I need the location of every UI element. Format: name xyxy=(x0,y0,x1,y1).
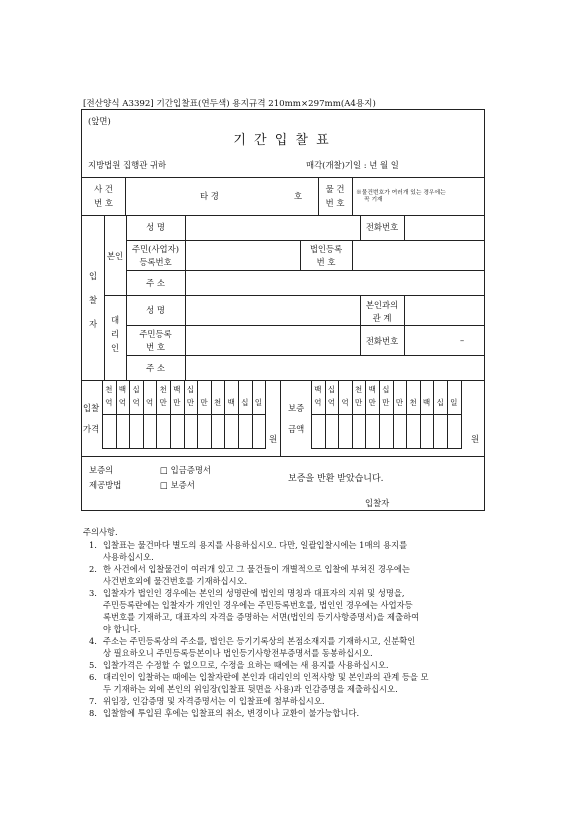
deposit-digit-label: 천 xyxy=(409,398,417,407)
deposit-method-options[interactable] xyxy=(160,463,211,493)
price-digit-box[interactable] xyxy=(252,414,267,449)
deposit-digit-box[interactable] xyxy=(352,414,367,449)
corp-reg-label: 법인등록 번 호 xyxy=(309,244,343,267)
court-addressee: 지방법원 집행관 귀하 xyxy=(88,160,167,170)
notes-heading: 주의사항. xyxy=(83,527,118,537)
deposit-digit-label: 천 xyxy=(354,385,363,394)
price-digit-label: 만 xyxy=(186,398,195,407)
item-number-note: ※물건번호가 여러개 있는 경우에는 꼭 기재 xyxy=(356,190,446,203)
option-deposit-certificate[interactable]: □ 입금증명서 xyxy=(160,465,212,475)
price-digit-label: 억 xyxy=(105,398,113,407)
price-digit-box[interactable] xyxy=(184,414,199,449)
price-digit-label: 억 xyxy=(145,398,154,407)
deposit-digit-label: 억 xyxy=(327,398,336,407)
price-digit-box[interactable] xyxy=(238,414,253,449)
price-digit-label: 백 xyxy=(118,385,127,394)
sale-date: 매각(개찰)기일 : 년 월 일 xyxy=(306,160,399,170)
price-digit-label: 천 xyxy=(159,385,167,394)
note-item: 2. 한 사건에서 입찰물건이 여러개 있고 그 물건들이 개별적으로 입찰에 부쳐진 경우에는 사건번호외에 물건번호를 기재하십시오. xyxy=(89,564,410,586)
price-digit-box[interactable] xyxy=(102,414,117,449)
agent-name-label: 성 명 xyxy=(146,305,165,315)
deposit-digit-label: 백 xyxy=(368,385,376,394)
deposit-digit-label: 백 xyxy=(314,385,322,394)
item-number-label: 물 건 번 호 xyxy=(325,184,345,208)
agent-address-label: 주 소 xyxy=(146,363,165,373)
deposit-digit-box[interactable] xyxy=(325,414,340,449)
deposit-digit-label: 만 xyxy=(395,398,404,407)
note-item: 5. 입찰가격은 수정할 수 없으므로, 수정을 요하는 때에는 새 용지를 사용하십시오. xyxy=(89,660,389,670)
deposit-digit-label: 십 xyxy=(436,398,444,407)
form-title: 기 간 입 찰 표 xyxy=(233,133,331,148)
note-item: 4. 주소는 주민등록상의 주소를, 법인은 등기기록상의 본점소재지를 기재하시고, 신분확인 상 필요하오니 주민등록등본이나 법인등기사항전부증명서를 동봉하십시오. xyxy=(89,636,416,658)
deposit-won: 원 xyxy=(471,434,480,444)
price-digit-label: 십 xyxy=(132,385,140,394)
principal-label: 본인 xyxy=(106,251,124,261)
note-item: 3. 입찰자가 법인인 경우에는 본인의 성명란에 법인의 명칭과 대표자의 지위 및 성명을, 주민등록란에는 입찰자가 개인인 경우에는 주민등록번호를, 법인인 경우에는 사업자등 록번호를 기재하고, 대표자의 자격을 증명하는 서면(법인의 등기사항증명서)을 제출하여 야 합니다. xyxy=(89,588,420,634)
form-header: [전산양식 A3392] 기간입찰표(연두색) 용지규격 210mm×297mm(A4용지) xyxy=(83,99,376,109)
bidder-label: 입 찰 자 xyxy=(88,271,98,329)
deposit-digit-box[interactable] xyxy=(447,414,462,449)
deposit-digit-box[interactable] xyxy=(311,414,326,449)
deposit-digit-box[interactable] xyxy=(338,414,353,449)
case-number-suffix: 호 xyxy=(294,191,303,201)
price-digit-label: 만 xyxy=(159,398,167,407)
price-digit-label: 백 xyxy=(227,398,235,407)
price-digit-box[interactable] xyxy=(116,414,131,449)
agent-phone-label: 전화번호 xyxy=(365,336,399,346)
deposit-digit-label: 일 xyxy=(450,398,458,407)
deposit-digit-box[interactable] xyxy=(433,414,448,449)
relation-label: 본인과의 관 계 xyxy=(365,300,399,323)
price-digit-box[interactable] xyxy=(211,414,226,449)
deposit-digit-label: 억 xyxy=(314,398,322,407)
principal-address-label: 주 소 xyxy=(146,278,165,288)
price-digit-box[interactable] xyxy=(156,414,171,449)
agent-phone-dash: – xyxy=(460,335,465,345)
note-item: 6. 대리인이 입찰하는 때에는 입찰자란에 본인과 대리인의 인적사항 및 본인과의 관계 등을 모 두 기재하는 외에 본인의 위임장(입찰표 뒷면을 사용)과 인감증명을 제출하십시오. xyxy=(89,672,429,694)
deposit-returned-text: 보증을 반환 받았습니다. xyxy=(288,474,384,484)
deposit-digit-box[interactable] xyxy=(406,414,421,449)
principal-reg-label: 주민(사업자) 등록번호 xyxy=(132,244,179,267)
bidder-signature-label: 입찰자 xyxy=(365,498,390,508)
price-digit-box[interactable] xyxy=(197,414,212,449)
deposit-label-2: 금액 xyxy=(288,424,305,434)
price-digit-label: 일 xyxy=(254,398,263,407)
price-label-2: 가격 xyxy=(83,424,100,434)
deposit-digit-label: 십 xyxy=(382,385,390,394)
deposit-digit-label: 만 xyxy=(354,398,363,407)
notes xyxy=(83,526,489,719)
price-won: 원 xyxy=(269,434,278,444)
note-item: 7. 위임장, 인감증명 및 자격증명서는 이 입찰표에 첨부하십시오. xyxy=(89,696,325,706)
price-digit-label: 천 xyxy=(213,398,222,407)
price-digit-box[interactable] xyxy=(129,414,144,449)
agent-label: 대 리 인 xyxy=(110,315,120,353)
deposit-label-1: 보증 xyxy=(288,403,305,413)
bid-form xyxy=(81,109,485,511)
deposit-digit-label: 만 xyxy=(382,398,390,407)
price-digit-label: 십 xyxy=(186,385,195,394)
option-guarantee[interactable]: □ 보증서 xyxy=(160,480,195,490)
case-number-prefix: 타 경 xyxy=(200,191,219,201)
deposit-digit-box[interactable] xyxy=(393,414,408,449)
agent-reg-label: 주민등록 번 호 xyxy=(139,329,172,352)
price-digit-label: 억 xyxy=(132,398,140,407)
deposit-digit-label: 백 xyxy=(422,398,431,407)
note-item: 1. 입찰표는 물건마다 별도의 용지를 사용하십시오. 다만, 일괄입찰시에는 1매의 용지를 사용하십시오. xyxy=(89,540,408,562)
price-digit-box[interactable] xyxy=(170,414,185,449)
deposit-method-label: 보증의 제공방법 xyxy=(89,465,122,490)
note-item: 8. 입찰함에 투입된 후에는 입찰표의 취소, 변경이나 교환이 불가능합니다. xyxy=(89,708,360,718)
deposit-digit-box[interactable] xyxy=(379,414,394,449)
price-digit-label: 백 xyxy=(173,385,181,394)
price-digit-label: 천 xyxy=(105,385,113,394)
price-digit-label: 만 xyxy=(173,398,181,407)
price-digit-label: 십 xyxy=(241,398,249,407)
price-digit-label: 억 xyxy=(118,398,127,407)
price-digit-box[interactable] xyxy=(224,414,239,449)
principal-phone-label: 전화번호 xyxy=(365,222,399,232)
deposit-digit-label: 만 xyxy=(368,398,376,407)
deposit-digit-box[interactable] xyxy=(420,414,435,449)
side-label: (앞면) xyxy=(88,116,111,126)
principal-name-label: 성 명 xyxy=(146,222,165,232)
case-number-label: 사 건 번 호 xyxy=(94,184,113,208)
price-label-1: 입찰 xyxy=(83,403,100,413)
deposit-digit-label: 억 xyxy=(341,398,349,407)
price-digit-box[interactable] xyxy=(143,414,158,449)
price-digit-label: 만 xyxy=(200,398,208,407)
deposit-digit-box[interactable] xyxy=(365,414,380,449)
deposit-digit-label: 십 xyxy=(327,385,336,394)
